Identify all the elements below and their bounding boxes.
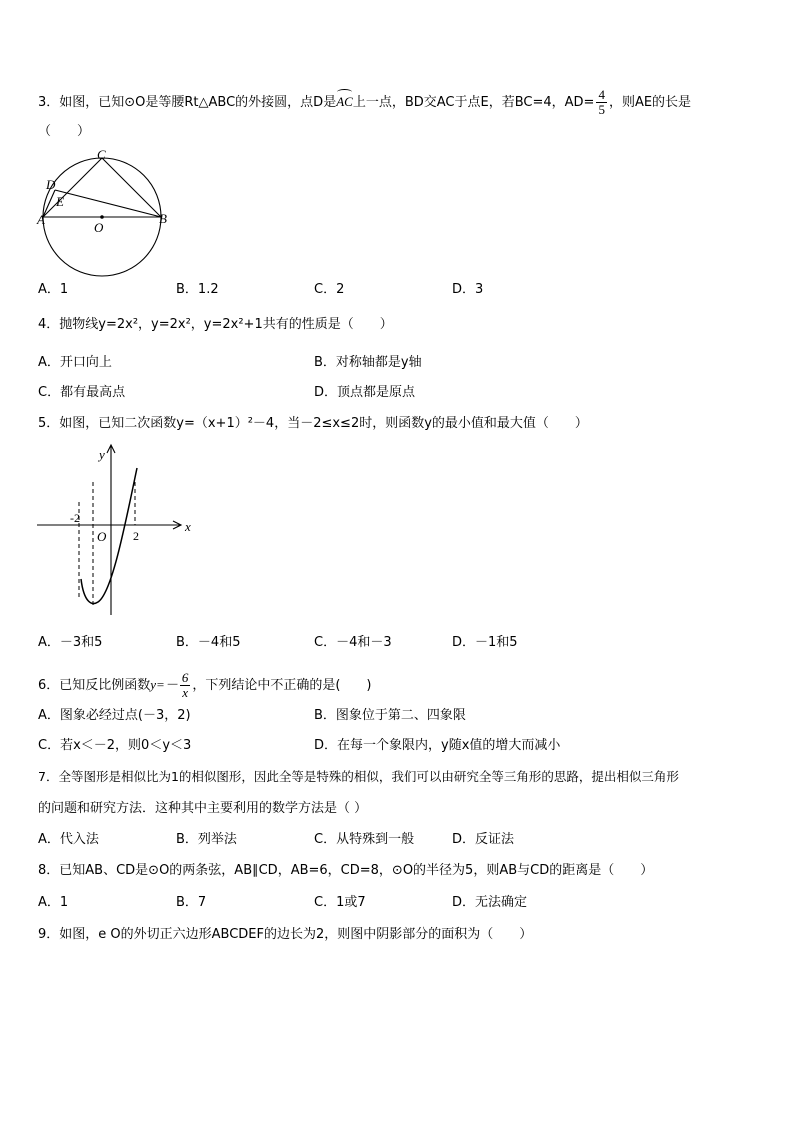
q6-option-b: B．图象位于第二、四象限	[314, 708, 466, 723]
q5-option-c: C．－4和－3	[314, 635, 392, 650]
q6-function-lhs: y=－	[150, 677, 178, 692]
center-dot	[100, 215, 104, 219]
q6-option-d: D．在每一个象限内，y随x值的增大而减小	[314, 738, 561, 753]
q3-stem-mid: 上一点，BD交AC于点E，若BC=4，AD=	[352, 95, 595, 110]
label-pos2: 2	[133, 529, 139, 543]
q7-option-a: A．代入法	[38, 832, 99, 847]
q8-option-c: C．1或7	[314, 895, 366, 910]
q9-stem: 9．如图，e O的外切正六边形ABCDEF的边长为2，则图中阴影部分的面积为（ ）	[38, 927, 533, 942]
q8-option-d: D．无法确定	[452, 895, 528, 910]
q4-stem: 4．抛物线y=2x²，y=2x²，y=2x²+1共有的性质是（ ）	[38, 317, 393, 332]
q7-option-b: B．列举法	[176, 832, 237, 847]
q5-option-a: A．－3和5	[38, 635, 103, 650]
q6-stem-prefix: 6．已知反比例函数	[38, 678, 151, 693]
q6-stem	[38, 671, 371, 700]
q6-function-fraction: $\frac{6}{x}$	[181, 670, 189, 700]
q3-ad-fraction: $\frac{4}{5}$	[598, 87, 605, 117]
q3-arc-label: AC	[336, 93, 353, 111]
q3-stem-prefix: 3．如图，已知⊙O是等腰Rt△ABC的外接圆，点D是	[38, 95, 337, 110]
q3-circle-figure	[30, 145, 175, 275]
q5-stem: 5．如图，已知二次函数y=（x+1）²－4，当－2≤x≤2时，则函数y的最小值和最大值（ ）	[38, 416, 588, 431]
label-x: x	[185, 519, 191, 534]
label-e: E	[56, 194, 64, 209]
q3-stem-suffix: ，则AE的长是	[608, 95, 692, 110]
q6-option-a: A．图象必经过点(－3，2)	[38, 708, 191, 723]
q4-option-b: B．对称轴都是y轴	[314, 355, 422, 370]
label-o: O	[94, 220, 104, 235]
q7-option-d: D．反证法	[452, 832, 515, 847]
label-d: D	[46, 177, 56, 192]
q8-option-b: B．7	[176, 895, 207, 910]
q7-option-c: C．从特殊到一般	[314, 832, 415, 847]
q5-parabola-figure	[35, 440, 200, 620]
q3-stem-line1	[38, 88, 691, 117]
q5-option-b: B．－4和5	[176, 635, 241, 650]
q4-option-c: C．都有最高点	[38, 385, 126, 400]
q3-option-d: D．3	[452, 282, 484, 297]
q4-option-d: D．顶点都是原点	[314, 385, 416, 400]
chord-cb	[102, 158, 161, 217]
label-b: B	[159, 211, 167, 226]
parabola-curve	[81, 468, 137, 603]
q6-option-c: C．若x＜－2，则0＜y＜3	[38, 738, 192, 753]
q3-option-c: C．2	[314, 282, 345, 297]
label-neg2: -2	[70, 511, 80, 525]
chord-bd	[55, 190, 161, 217]
q4-option-a: A．开口向上	[38, 355, 112, 370]
label-a: A	[37, 212, 45, 227]
q6-stem-suffix: ，下列结论中不正确的是( )	[192, 678, 372, 693]
q3-option-b: B．1.2	[176, 282, 219, 297]
label-c: C	[97, 147, 106, 162]
label-y: y	[99, 447, 105, 462]
label-origin: O	[97, 529, 107, 544]
q7-stem-line2: 的问题和研究方法．这种其中主要利用的数学方法是（ ）	[38, 801, 368, 816]
q7-stem-line1: 7．全等图形是相似比为1的相似图形，因此全等是特殊的相似，我们可以由研究全等三角形的思路，提出相似三角形	[38, 769, 679, 784]
q5-option-d: D．－1和5	[452, 635, 518, 650]
arc-mark-icon	[337, 89, 352, 95]
q8-stem: 8．已知AB、CD是⊙O的两条弦，AB∥CD，AB=6，CD=8，⊙O的半径为5，则AB与CD的距离是（ ）	[38, 863, 654, 878]
q8-option-a: A．1	[38, 895, 69, 910]
q3-stem-line2: （ ）	[38, 124, 91, 139]
q3-option-a: A．1	[38, 282, 69, 297]
